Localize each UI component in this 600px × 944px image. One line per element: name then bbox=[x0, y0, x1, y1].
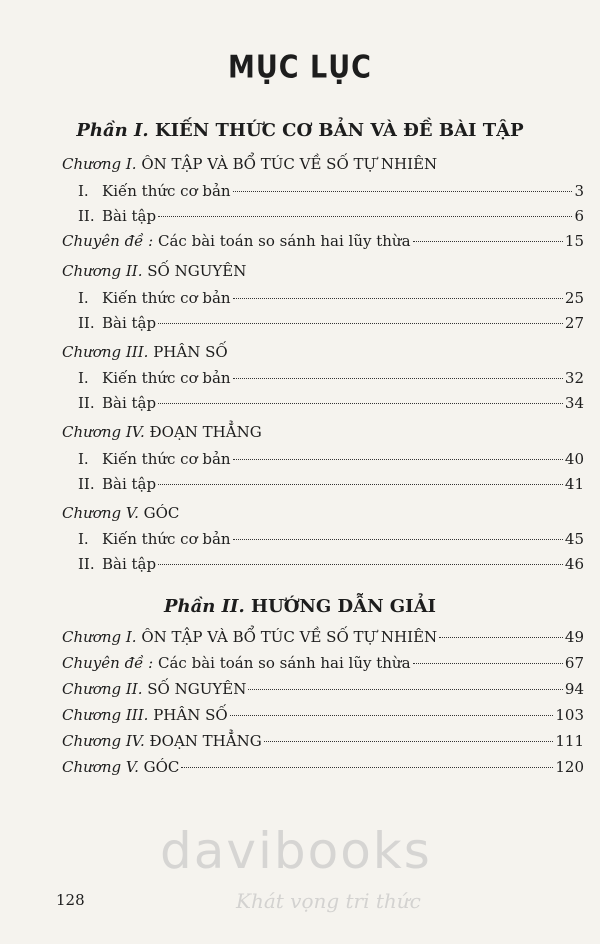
dot-leader bbox=[233, 539, 563, 540]
page-ref: 34 bbox=[564, 394, 584, 412]
dot-leader bbox=[233, 378, 563, 379]
dot-leader bbox=[248, 689, 563, 690]
toc-entry[interactable]: I. Kiến thức cơ bản 40 bbox=[78, 450, 584, 468]
page-ref: 40 bbox=[564, 450, 584, 468]
dot-leader bbox=[158, 564, 563, 565]
page-ref: 46 bbox=[564, 555, 584, 573]
toc-entry[interactable]: I. Kiến thức cơ bản 45 bbox=[78, 530, 584, 548]
page-title: MỤC LỤC bbox=[228, 49, 372, 86]
page-ref: 45 bbox=[564, 530, 584, 548]
page-ref: 3 bbox=[574, 182, 584, 200]
dot-leader bbox=[233, 459, 563, 460]
page-ref: 32 bbox=[564, 369, 584, 387]
chapter-heading: Chương V. GÓC bbox=[62, 504, 180, 522]
part-2-heading bbox=[0, 596, 600, 617]
page-ref: 49 bbox=[564, 628, 584, 646]
page-ref: 120 bbox=[555, 758, 584, 776]
page-ref: 67 bbox=[564, 654, 584, 672]
toc-entry[interactable]: Chương III. PHÂN SỐ 103 bbox=[62, 706, 584, 724]
watermark-slogan: Khát vọng tri thức bbox=[236, 889, 421, 913]
page-ref: 111 bbox=[555, 732, 584, 750]
chapter-heading: Chương I. ÔN TẬP VÀ BỔ TÚC VỀ SỐ TỰ NHIÊN bbox=[62, 155, 438, 173]
part-1-heading bbox=[0, 120, 600, 141]
page-ref: 15 bbox=[564, 232, 584, 250]
dot-leader bbox=[158, 323, 563, 324]
toc-entry[interactable]: Chuyên đề : Các bài toán so sánh hai lũy thừa 67 bbox=[62, 654, 584, 672]
toc-entry[interactable]: II. Bài tập 46 bbox=[78, 555, 584, 573]
part-2-prefix: Phần II. bbox=[164, 596, 245, 617]
toc-entry[interactable]: I. Kiến thức cơ bản 25 bbox=[78, 289, 584, 307]
toc-entry[interactable]: I. Kiến thức cơ bản 32 bbox=[78, 369, 584, 387]
page-ref: 103 bbox=[555, 706, 584, 724]
toc-entry[interactable]: Chương IV. ĐOẠN THẲNG 111 bbox=[62, 732, 584, 750]
page-ref: 94 bbox=[564, 680, 584, 698]
toc-entry[interactable]: II. Bài tập 34 bbox=[78, 394, 584, 412]
toc-entry[interactable]: II. Bài tập 41 bbox=[78, 475, 584, 493]
dot-leader bbox=[413, 663, 563, 664]
dot-leader bbox=[158, 216, 572, 217]
page-ref: 6 bbox=[574, 207, 584, 225]
page-ref: 27 bbox=[564, 314, 584, 332]
chapter-heading: Chương II. SỐ NGUYÊN bbox=[62, 262, 247, 280]
part-2-title: HƯỚNG DẪN GIẢI bbox=[251, 596, 436, 617]
chapter-heading: Chương III. PHÂN SỐ bbox=[62, 343, 228, 361]
toc-entry[interactable]: II. Bài tập 27 bbox=[78, 314, 584, 332]
toc-entry[interactable]: Chuyên đề : Các bài toán so sánh hai lũy thừa 15 bbox=[62, 232, 584, 250]
toc-entry[interactable]: Chương II. SỐ NGUYÊN 94 bbox=[62, 680, 584, 698]
dot-leader bbox=[158, 484, 563, 485]
page-ref: 41 bbox=[564, 475, 584, 493]
dot-leader bbox=[181, 767, 553, 768]
watermark-brand: davibooks bbox=[160, 822, 432, 880]
dot-leader bbox=[413, 241, 563, 242]
dot-leader bbox=[439, 637, 563, 638]
dot-leader bbox=[230, 715, 554, 716]
dot-leader bbox=[233, 298, 563, 299]
toc-entry[interactable]: I. Kiến thức cơ bản 3 bbox=[78, 182, 584, 200]
dot-leader bbox=[233, 191, 573, 192]
chapter-heading: Chương IV. ĐOẠN THẲNG bbox=[62, 423, 262, 441]
part-1-title: KIẾN THỨC CƠ BẢN VÀ ĐỀ BÀI TẬP bbox=[154, 120, 524, 141]
toc-entry[interactable]: Chương V. GÓC 120 bbox=[62, 758, 584, 776]
dot-leader bbox=[158, 403, 563, 404]
page-number: 128 bbox=[56, 891, 85, 909]
page-ref: 25 bbox=[564, 289, 584, 307]
part-1-prefix: Phần I. bbox=[76, 120, 149, 141]
dot-leader bbox=[264, 741, 554, 742]
toc-entry[interactable]: II. Bài tập 6 bbox=[78, 207, 584, 225]
toc-entry[interactable]: Chương I. ÔN TẬP VÀ BỔ TÚC VỀ SỐ TỰ NHIÊN 49 bbox=[62, 628, 584, 646]
